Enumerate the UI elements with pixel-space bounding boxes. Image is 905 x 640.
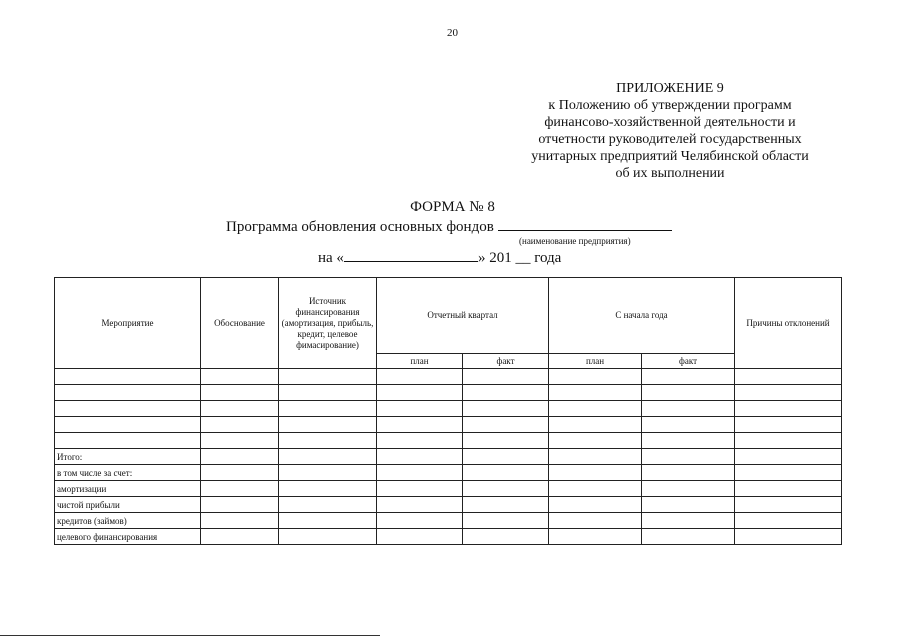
header-quarter-fact: факт — [463, 354, 549, 369]
header-year-plan: план — [549, 354, 642, 369]
program-label: Программа обновления основных фондов — [226, 219, 494, 235]
appendix-title: ПРИЛОЖЕНИЕ 9 — [616, 81, 724, 96]
program-line — [226, 218, 672, 236]
date-suffix: » 201 — [477, 250, 512, 266]
table-row-net-profit — [55, 497, 842, 513]
footnote-separator — [0, 635, 380, 636]
funds-table — [54, 277, 842, 545]
appendix-line: об их выполнении — [615, 166, 725, 181]
appendix-line: финансово-хозяйственной деятельности и — [544, 115, 796, 130]
table-row-including — [55, 465, 842, 481]
appendix-line: отчетности руководителей государственных — [538, 132, 802, 147]
page-number: 20 — [447, 27, 458, 39]
appendix-line: унитарных предприятий Челябинской области — [531, 149, 809, 164]
header-measure: Мероприятие — [55, 278, 201, 369]
table-row-total — [55, 449, 842, 465]
table-row-depreciation — [55, 481, 842, 497]
enterprise-hint: (наименование предприятия) — [519, 236, 631, 246]
enterprise-name-field[interactable] — [498, 218, 672, 231]
table-row — [55, 417, 842, 433]
year-word: года — [534, 250, 562, 266]
table-row — [55, 401, 842, 417]
row-label: чистой прибыли — [55, 497, 201, 513]
row-label: Итого: — [55, 449, 201, 465]
appendix-heading — [500, 80, 840, 182]
header-quarter: Отчетный квартал — [377, 278, 549, 354]
row-label: целевого финансирования — [55, 529, 201, 545]
date-prefix: на « — [318, 250, 344, 266]
row-label: кредитов (займов) — [55, 513, 201, 529]
row-label: амортизации — [55, 481, 201, 497]
header-year-fact: факт — [642, 354, 735, 369]
appendix-line: к Положению об утверждении программ — [548, 98, 792, 113]
header-source: Источник финансирования (амортизация, прибыль, кредит, целевое фимасирование) — [279, 278, 377, 369]
table-row-credits — [55, 513, 842, 529]
form-title: ФОРМА № 8 — [410, 199, 495, 215]
header-quarter-plan: план — [377, 354, 463, 369]
date-field[interactable] — [344, 249, 478, 262]
date-line — [318, 249, 561, 267]
table-row — [55, 433, 842, 449]
header-year-start: С начала года — [549, 278, 735, 354]
table-row-target-funding — [55, 529, 842, 545]
header-reasons: Причины отклонений — [735, 278, 842, 369]
row-label: в том числе за счет: — [55, 465, 201, 481]
header-justification: Обоснование — [201, 278, 279, 369]
year-blank[interactable]: __ — [515, 250, 531, 266]
table-row — [55, 369, 842, 385]
table-row — [55, 385, 842, 401]
